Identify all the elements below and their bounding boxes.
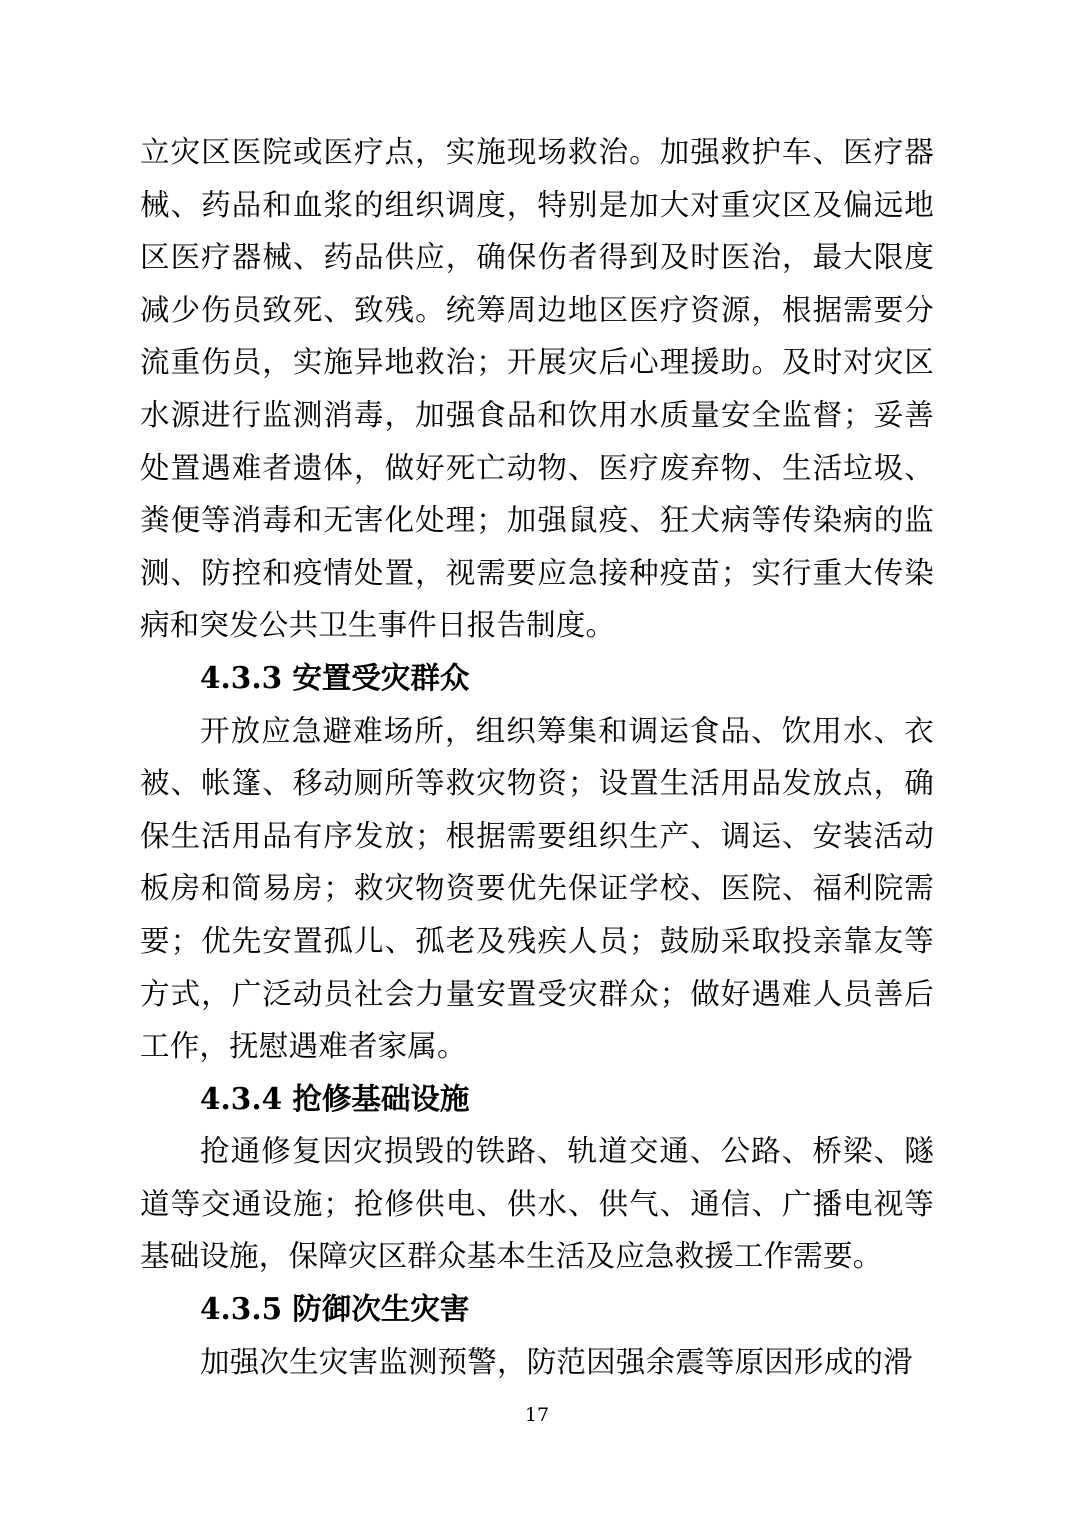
section-heading-4-3-4: 4.3.4 抢修基础设施 <box>200 1080 470 1116</box>
section-heading-4-3-5: 4.3.5 防御次生灾害 <box>200 1291 470 1327</box>
paragraph-continued: 立灾区医院或医疗点，实施现场救治。加强救护车、医疗器械、药品和血浆的组织调度，特别是加大对重灾区及偏远地区医疗器械、药品供应，确保伤者得到及时医治，最大限度减少伤员致死、致残。统筹周边地区医疗资源，根据需要分流重伤员，实施异地救治；开展灾后心理援助。及时对灾区水源进行监测消毒，加强食品和饮用水质量安全监督；妥善处置遇难者遗体，做好死亡动物、医疗废弃物、生活垃圾、粪便等消毒和无害化处理；加强鼠疫、狂犬病等传染病的监测、防控和疫情处置，视需要应急接种疫苗；实行重大传染病和突发公共卫生事件日报告制度。 <box>140 135 934 643</box>
page-content <box>140 126 934 1388</box>
paragraph-4-3-3-body: 开放应急避难场所，组织筹集和调运食品、饮用水、衣被、帐篷、移动厕所等救灾物资；设置生活用品发放点，确保生活用品有序发放；根据需要组织生产、调运、安装活动板房和简易房；救灾物资要优先保证学校、医院、福利院需要；优先安置孤儿、孤老及残疾人员；鼓励采取投亲靠友等方式，广泛动员社会力量安置受灾群众；做好遇难人员善后工作，抚慰遇难者家属。 <box>140 713 934 1064</box>
paragraph-4-3-4-body: 抢通修复因灾损毁的铁路、轨道交通、公路、桥梁、隧道等交通设施；抢修供电、供水、供气、通信、广播电视等基础设施，保障灾区群众基本生活及应急救援工作需要。 <box>140 1134 934 1274</box>
section-heading-4-3-3: 4.3.3 安置受灾群众 <box>200 659 470 695</box>
page-number: 17 <box>524 1404 550 1426</box>
paragraph-4-3-5-body: 加强次生灾害监测预警，防范因强余震等原因形成的滑 <box>200 1344 913 1379</box>
